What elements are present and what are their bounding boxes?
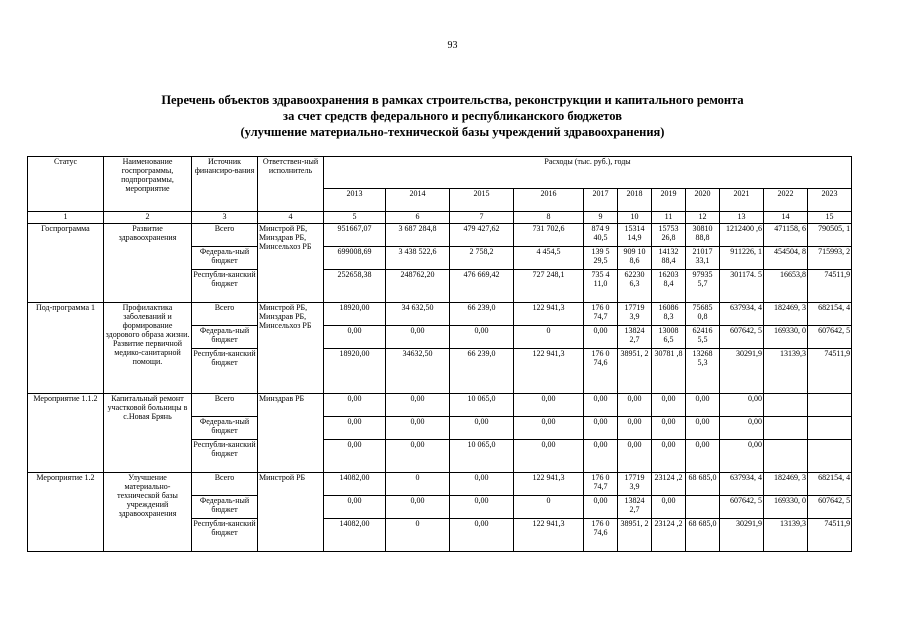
value-cell: 0,00	[514, 394, 584, 417]
value-cell: 637934, 4	[720, 473, 764, 496]
value-cell	[808, 394, 852, 417]
value-cell: 176 0 74,6	[584, 519, 618, 552]
row-source: Федераль-ный бюджет	[192, 326, 258, 349]
header-year: 2018	[618, 188, 652, 211]
table-row	[28, 224, 852, 247]
value-cell: 97935 5,7	[686, 270, 720, 303]
value-cell: 0	[386, 519, 450, 552]
value-cell	[764, 417, 808, 440]
value-cell: 169330, 0	[764, 326, 808, 349]
value-cell: 909 10 8,6	[618, 247, 652, 270]
row-source: Федераль-ный бюджет	[192, 496, 258, 519]
value-cell: 0,00	[652, 394, 686, 417]
header-expenses: Расходы (тыс. руб.), годы	[324, 157, 852, 189]
value-cell: 0,00	[324, 394, 386, 417]
value-cell: 0,00	[324, 326, 386, 349]
value-cell: 0,00	[324, 440, 386, 473]
value-cell	[808, 417, 852, 440]
row-name: Улучшение материально-технической базы учреждений здравоохранения	[104, 473, 192, 552]
column-number: 2	[104, 212, 192, 224]
value-cell: 874 9 40,5	[584, 224, 618, 247]
value-cell: 0,00	[324, 496, 386, 519]
row-name: Капитальный ремонт участковой больницы в с.Новая Брянь	[104, 394, 192, 473]
value-cell: 951667,07	[324, 224, 386, 247]
value-cell: 471158, 6	[764, 224, 808, 247]
value-cell: 731 702,6	[514, 224, 584, 247]
value-cell: 0,00	[652, 496, 686, 519]
column-number: 3	[192, 212, 258, 224]
column-number: 13	[720, 212, 764, 224]
value-cell: 727 248,1	[514, 270, 584, 303]
value-cell: 715993, 2	[808, 247, 852, 270]
value-cell: 176 0 74,7	[584, 303, 618, 326]
column-number: 1	[28, 212, 104, 224]
header-year: 2021	[720, 188, 764, 211]
value-cell: 74511,9	[808, 519, 852, 552]
value-cell: 0,00	[514, 417, 584, 440]
value-cell: 0,00	[584, 440, 618, 473]
value-cell: 122 941,3	[514, 519, 584, 552]
value-cell: 607642, 5	[808, 496, 852, 519]
value-cell: 0,00	[618, 394, 652, 417]
column-number: 9	[584, 212, 618, 224]
value-cell: 607642, 5	[808, 326, 852, 349]
row-name: Развитие здравоохранения	[104, 224, 192, 303]
value-cell: 0,00	[652, 417, 686, 440]
header-year: 2015	[450, 188, 514, 211]
value-cell: 476 669,42	[450, 270, 514, 303]
value-cell: 16653,8	[764, 270, 808, 303]
value-cell: 66 239,0	[450, 303, 514, 326]
value-cell: 122 941,3	[514, 473, 584, 496]
table-row	[28, 394, 852, 417]
value-cell: 62230 6,3	[618, 270, 652, 303]
value-cell	[686, 496, 720, 519]
row-source: Всего	[192, 224, 258, 247]
value-cell: 0,00	[584, 496, 618, 519]
value-cell: 454504, 8	[764, 247, 808, 270]
value-cell: 15314 14,9	[618, 224, 652, 247]
value-cell: 607642, 5	[720, 496, 764, 519]
value-cell: 14132 88,4	[652, 247, 686, 270]
value-cell: 68 685,0	[686, 473, 720, 496]
value-cell: 248762,20	[386, 270, 450, 303]
value-cell: 3 438 522,6	[386, 247, 450, 270]
value-cell: 0	[386, 473, 450, 496]
value-cell: 17719 3,9	[618, 473, 652, 496]
value-cell: 13008 6,5	[652, 326, 686, 349]
value-cell: 34 632,50	[386, 303, 450, 326]
value-cell: 0,00	[386, 394, 450, 417]
row-status: Мероприятие 1.2	[28, 473, 104, 552]
value-cell: 30291,9	[720, 349, 764, 394]
value-cell: 0,00	[652, 440, 686, 473]
row-responsible: Минстрой РБ	[258, 473, 324, 552]
value-cell: 0,00	[686, 440, 720, 473]
row-source: Республи-канский бюджет	[192, 519, 258, 552]
value-cell: 0,00	[584, 417, 618, 440]
document-title	[60, 92, 845, 140]
row-source: Всего	[192, 303, 258, 326]
row-source: Федераль-ный бюджет	[192, 247, 258, 270]
value-cell: 30291,9	[720, 519, 764, 552]
value-cell: 0,00	[584, 326, 618, 349]
row-status: Под-программа 1	[28, 303, 104, 394]
value-cell: 0,00	[720, 394, 764, 417]
value-cell: 0,00	[618, 440, 652, 473]
header-status: Статус	[28, 157, 104, 212]
value-cell: 0,00	[720, 417, 764, 440]
value-cell: 13268 5,3	[686, 349, 720, 394]
value-cell: 18920,00	[324, 349, 386, 394]
row-source: Республи-канский бюджет	[192, 270, 258, 303]
column-number: 14	[764, 212, 808, 224]
header-year: 2013	[324, 188, 386, 211]
row-source: Республи-канский бюджет	[192, 349, 258, 394]
value-cell: 62416 5,5	[686, 326, 720, 349]
value-cell: 14082,00	[324, 519, 386, 552]
value-cell: 0,00	[450, 326, 514, 349]
value-cell: 0,00	[386, 326, 450, 349]
value-cell: 0,00	[386, 496, 450, 519]
value-cell: 30781 ,8	[652, 349, 686, 394]
value-cell: 0,00	[618, 417, 652, 440]
value-cell: 182469, 3	[764, 473, 808, 496]
value-cell: 13824 2,7	[618, 496, 652, 519]
value-cell: 23124 ,2	[652, 473, 686, 496]
value-cell: 23124 ,2	[652, 519, 686, 552]
header-year: 2017	[584, 188, 618, 211]
column-number: 6	[386, 212, 450, 224]
value-cell: 16086 8,3	[652, 303, 686, 326]
row-responsible: Минстрой РБ, Минздрав РБ, Минсельхоз РБ	[258, 224, 324, 303]
value-cell: 176 0 74,6	[584, 349, 618, 394]
header-year: 2016	[514, 188, 584, 211]
value-cell: 10 065,0	[450, 394, 514, 417]
column-number: 4	[258, 212, 324, 224]
value-cell: 0,00	[450, 519, 514, 552]
value-cell: 38951, 2	[618, 349, 652, 394]
row-source: Всего	[192, 394, 258, 417]
table-row	[28, 303, 852, 326]
value-cell: 34632,50	[386, 349, 450, 394]
value-cell: 122 941,3	[514, 349, 584, 394]
value-cell: 0,00	[450, 496, 514, 519]
row-source: Федераль-ный бюджет	[192, 417, 258, 440]
column-number: 15	[808, 212, 852, 224]
value-cell	[808, 440, 852, 473]
row-source: Республи-канский бюджет	[192, 440, 258, 473]
column-number: 8	[514, 212, 584, 224]
value-cell: 3 687 284,8	[386, 224, 450, 247]
value-cell: 637934, 4	[720, 303, 764, 326]
title-line-1: Перечень объектов здравоохранения в рамках строительства, реконструкции и капитального ремонта	[161, 93, 744, 107]
value-cell: 607642, 5	[720, 326, 764, 349]
value-cell: 479 427,62	[450, 224, 514, 247]
value-cell: 2 758,2	[450, 247, 514, 270]
value-cell: 18920,00	[324, 303, 386, 326]
value-cell: 0,00	[686, 417, 720, 440]
value-cell: 911226, 1	[720, 247, 764, 270]
header-source: Источник финансиро-вания	[192, 157, 258, 212]
value-cell: 13139,3	[764, 349, 808, 394]
header-year: 2019	[652, 188, 686, 211]
title-line-2: за счет средств федерального и республиканского бюджетов	[283, 109, 622, 123]
value-cell: 0,00	[386, 440, 450, 473]
header-year: 2023	[808, 188, 852, 211]
row-responsible: Минстрой РБ, Минздрав РБ, Минсельхоз РБ	[258, 303, 324, 394]
value-cell: 38951, 2	[618, 519, 652, 552]
value-cell: 1212400 ,6	[720, 224, 764, 247]
value-cell	[764, 394, 808, 417]
value-cell: 301174. 5	[720, 270, 764, 303]
value-cell: 0,00	[720, 440, 764, 473]
value-cell: 16203 8,4	[652, 270, 686, 303]
header-year: 2022	[764, 188, 808, 211]
column-number: 10	[618, 212, 652, 224]
value-cell: 66 239,0	[450, 349, 514, 394]
value-cell: 14082,00	[324, 473, 386, 496]
value-cell: 21017 33,1	[686, 247, 720, 270]
row-status: Госпрограмма	[28, 224, 104, 303]
page-number: 93	[447, 40, 458, 51]
value-cell: 0,00	[386, 417, 450, 440]
value-cell: 682154, 4	[808, 303, 852, 326]
header-responsible: Ответствен-ный исполнитель	[258, 157, 324, 212]
value-cell: 0,00	[450, 473, 514, 496]
value-cell: 10 065,0	[450, 440, 514, 473]
value-cell: 74511,9	[808, 349, 852, 394]
title-line-3: (улучшение материально-технической базы учреждений здравоохранения)	[240, 125, 665, 139]
value-cell: 699008,69	[324, 247, 386, 270]
column-number: 5	[324, 212, 386, 224]
value-cell: 252658,38	[324, 270, 386, 303]
value-cell: 0	[514, 496, 584, 519]
value-cell: 735 4 11,0	[584, 270, 618, 303]
value-cell: 13139,3	[764, 519, 808, 552]
row-source: Всего	[192, 473, 258, 496]
column-number: 7	[450, 212, 514, 224]
table-row	[28, 473, 852, 496]
value-cell: 4 454,5	[514, 247, 584, 270]
expenses-table	[27, 156, 852, 552]
value-cell: 0	[514, 326, 584, 349]
value-cell: 790505, 1	[808, 224, 852, 247]
value-cell: 75685 0,8	[686, 303, 720, 326]
header-year: 2020	[686, 188, 720, 211]
row-name: Профилактика заболеваний и формирование здорового образа жизни. Развитие первичной медико-санитарной помощи.	[104, 303, 192, 394]
value-cell: 139 5 29,5	[584, 247, 618, 270]
value-cell	[764, 440, 808, 473]
value-cell: 682154, 4	[808, 473, 852, 496]
value-cell: 0,00	[584, 394, 618, 417]
value-cell: 182469, 3	[764, 303, 808, 326]
column-number: 12	[686, 212, 720, 224]
value-cell: 0,00	[686, 394, 720, 417]
value-cell: 30810 88,8	[686, 224, 720, 247]
row-status: Мероприятие 1.1.2	[28, 394, 104, 473]
value-cell: 0,00	[514, 440, 584, 473]
value-cell: 176 0 74,7	[584, 473, 618, 496]
value-cell: 0,00	[450, 417, 514, 440]
value-cell: 169330, 0	[764, 496, 808, 519]
value-cell: 122 941,3	[514, 303, 584, 326]
column-number: 11	[652, 212, 686, 224]
value-cell: 17719 3,9	[618, 303, 652, 326]
value-cell: 74511,9	[808, 270, 852, 303]
value-cell: 68 685,0	[686, 519, 720, 552]
value-cell: 0,00	[324, 417, 386, 440]
header-name: Наименование госпрограммы, подпрограммы, мероприятие	[104, 157, 192, 212]
row-responsible: Минздрав РБ	[258, 394, 324, 473]
header-year: 2014	[386, 188, 450, 211]
value-cell: 13824 2,7	[618, 326, 652, 349]
value-cell: 15753 26,8	[652, 224, 686, 247]
